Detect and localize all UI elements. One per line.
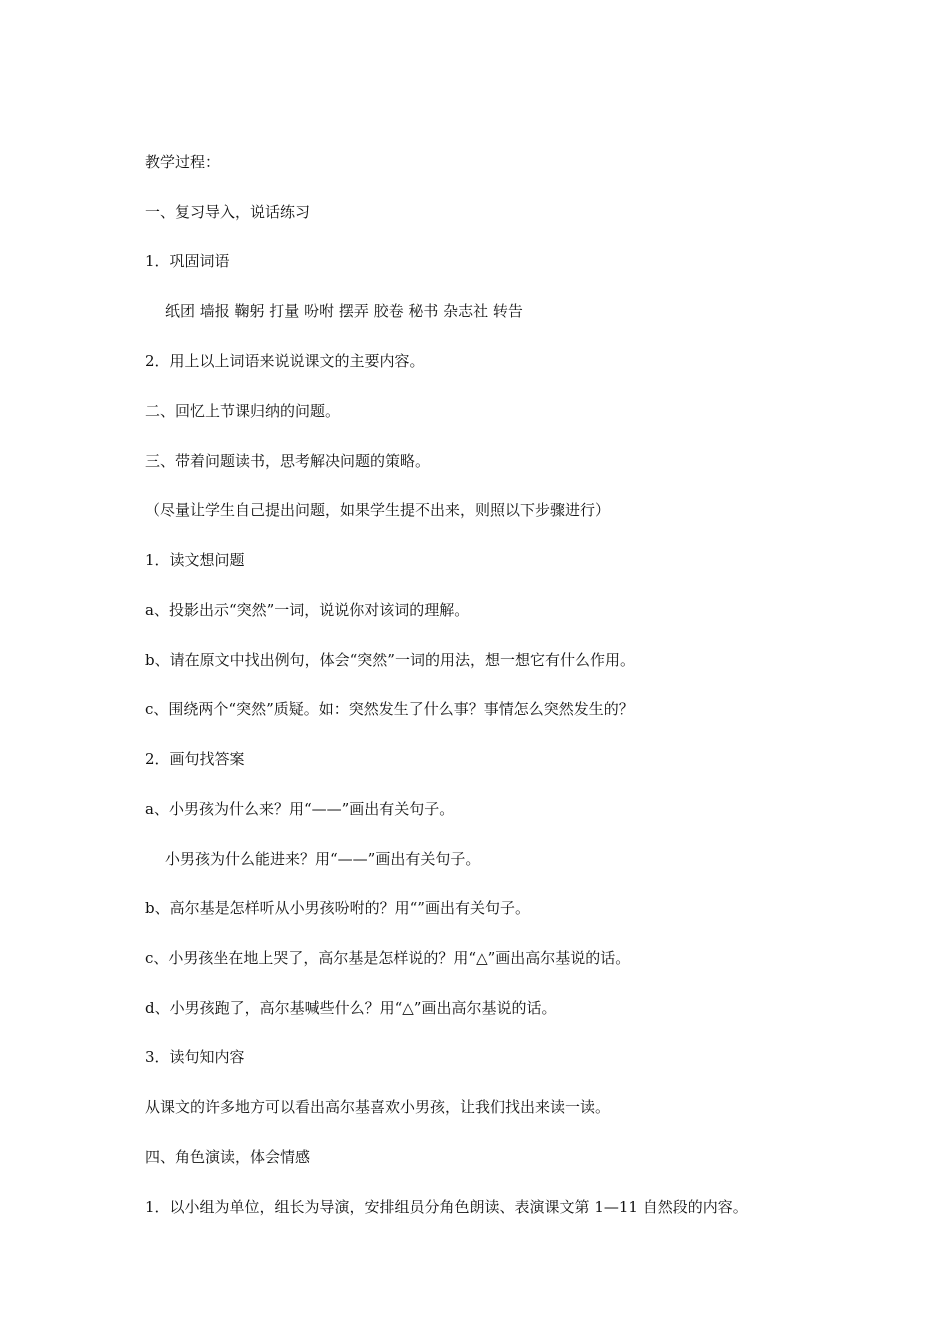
- item-1: 1．巩固词语: [145, 252, 230, 270]
- item-c: c、围绕两个“突然”质疑。如：突然发生了什么事？事情怎么突然发生的？: [145, 700, 634, 718]
- section-title: 教学过程：: [145, 153, 221, 171]
- heading-one: 一、复习导入，说话练习: [145, 203, 311, 221]
- item-a2-cont: 小男孩为什么能进来？用“——”画出有关句子。: [165, 850, 481, 868]
- heading-three: 三、带着问题读书，思考解决问题的策略。: [145, 452, 431, 470]
- item-2: 2．用上以上词语来说说课文的主要内容。: [145, 352, 425, 370]
- item-c2: c、小男孩坐在地上哭了，高尔基是怎样说的？用“△”画出高尔基说的话。: [145, 949, 631, 967]
- heading-two: 二、回忆上节课归纳的问题。: [145, 402, 341, 420]
- paragraph: 从课文的许多地方可以看出高尔基喜欢小男孩，让我们找出来读一读。: [145, 1098, 611, 1116]
- heading-four: 四、角色演读，体会情感: [145, 1148, 311, 1166]
- item-a: a、投影出示“突然”一词，说说你对该词的理解。: [145, 601, 470, 619]
- vocabulary-list: 纸团 墙报 鞠躬 打量 吩咐 摆弄 胶卷 秘书 杂志社 转告: [165, 302, 523, 320]
- item-read-think: 1．读文想问题: [145, 551, 245, 569]
- item-b2: b、高尔基是怎样听从小男孩吩咐的？用“”画出有关句子。: [145, 899, 530, 917]
- item-find-answers: 2．画句找答案: [145, 750, 245, 768]
- item-role-play: 1．以小组为单位，组长为导演，安排组员分角色朗读、表演课文第 1—11 自然段的内容。: [145, 1198, 748, 1216]
- item-read-sentences: 3．读句知内容: [145, 1048, 245, 1066]
- note: （尽量让学生自己提出问题，如果学生提不出来，则照以下步骤进行）: [145, 501, 611, 519]
- item-d2: d、小男孩跑了，高尔基喊些什么？用“△”画出高尔基说的话。: [145, 999, 557, 1017]
- item-b: b、请在原文中找出例句，体会“突然”一词的用法，想一想它有什么作用。: [145, 651, 635, 669]
- item-a2: a、小男孩为什么来？用“——”画出有关句子。: [145, 800, 455, 818]
